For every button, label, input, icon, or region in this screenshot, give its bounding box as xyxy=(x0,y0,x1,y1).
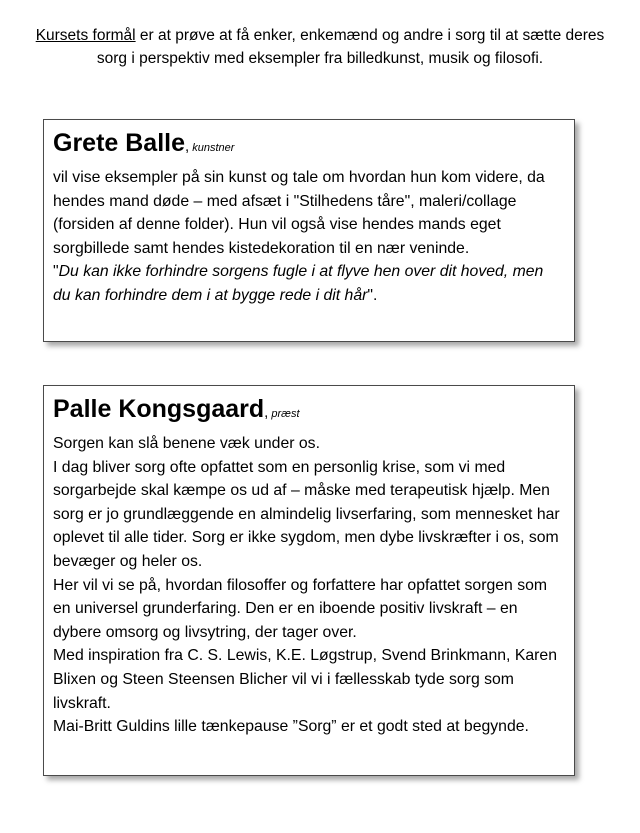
speaker-quote xyxy=(53,260,565,307)
quote-open-mark: " xyxy=(53,263,59,281)
quote-text: Du kan ikke forhindre sorgens fugle i at flyve hen over dit hoved, men du kan forhindre dem i at bygge rede i dit hår xyxy=(53,263,544,304)
speaker-role: kunstner xyxy=(189,142,235,154)
speaker-comma: , xyxy=(185,138,190,155)
speaker-description: vil vise eksempler på sin kunst og tale om hvordan hun kom videre, da hendes mand døde – med afsæt i "Stilhedens tåre", maleri/collage (forsiden af denne folder). Hun vil også vise hendes mands eget sorgbillede samt hendes kistedekoration til en nær veninde. xyxy=(53,169,545,257)
speaker-paragraph: I dag bliver sorg ofte opfattet som en personlig krise, som vi med sorgarbejde skal kæmpe os ud af – måske med terapeutisk hjælp. Men sorg er jo grundlæggende en almindelig livserfaring, som mennesket har oplevet til alle tider. Sorg er ikke sygdom, men dybe livskræfter i os, som bevæger og heler os. xyxy=(53,458,560,570)
speaker-paragraph: Mai-Britt Guldins lille tænkepause ”Sorg” er et godt sted at begynde. xyxy=(53,718,529,736)
speaker-name: Grete Balle xyxy=(53,129,186,157)
speaker-role: præst xyxy=(268,408,300,420)
speaker-name: Palle Kongsgaard xyxy=(53,395,265,423)
speaker-comma: , xyxy=(264,404,269,421)
intro-lead: Kursets formål xyxy=(35,27,136,44)
intro-paragraph xyxy=(30,24,610,70)
speaker-heading xyxy=(53,394,565,429)
intro-text: er at prøve at få enker, enkemænd og andre i sorg til at sætte deres sorg i perspektiv med eksempler fra billedkunst, musik og filosofi. xyxy=(96,27,605,67)
speaker-paragraph: Sorgen kan slå benene væk under os. xyxy=(53,435,320,452)
speaker-paragraph: Her vil vi se på, hvordan filosoffer og forfattere har opfattet sorgen som en universel grunderfaring. Den er en iboende positiv livskraft – en dybere omsorg og livsytring, der tager over. xyxy=(53,576,548,641)
speaker-card-grete-balle xyxy=(43,119,575,342)
speaker-heading xyxy=(53,128,565,163)
speaker-card-palle-kongsgaard xyxy=(43,385,575,776)
quote-close-mark: ". xyxy=(367,286,378,304)
speaker-paragraph: Med inspiration fra C. S. Lewis, K.E. Løgstrup, Svend Brinkmann, Karen Blixen og Steen Steensen Blicher vil vi i fællesskab tyde sorg som livskraft. xyxy=(53,647,557,712)
